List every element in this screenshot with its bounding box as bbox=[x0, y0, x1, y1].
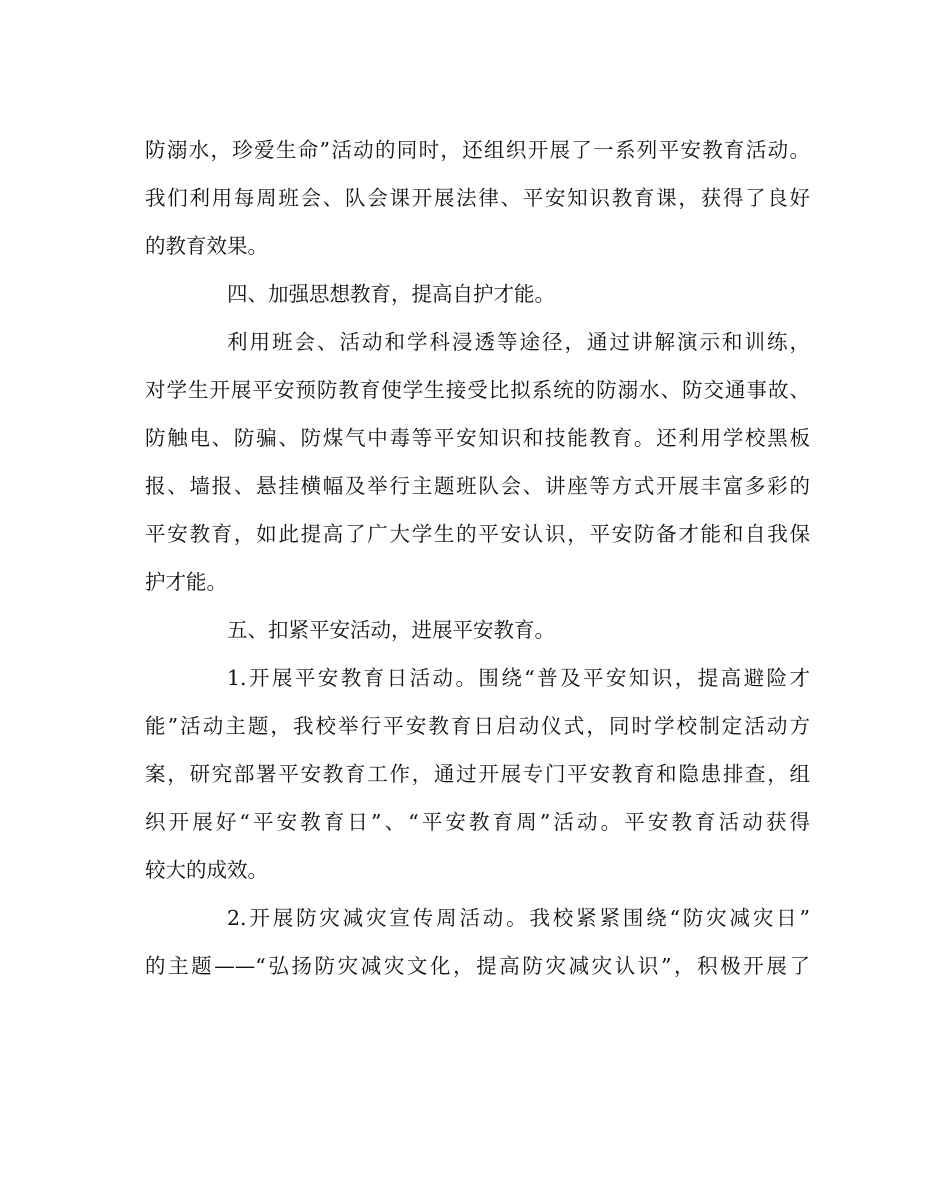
text-line: 织开展好“平安教育日”、“平安教育周”活动。平安教育活动获得 bbox=[145, 810, 810, 834]
text-line: 案，研究部署平安教育工作，通过开展专门平安教育和隐患排查，组 bbox=[145, 762, 810, 786]
text-line: 我们利用每周班会、队会课开展法律、平安知识教育课，获得了良好 bbox=[145, 186, 810, 210]
section-heading: 五、扣紧平安活动，进展平安教育。 bbox=[227, 618, 555, 642]
section-heading: 四、加强思想教育，提高自护才能。 bbox=[227, 282, 555, 306]
text-line: 防触电、防骗、防煤气中毒等平安知识和技能教育。还利用学校黑板 bbox=[145, 426, 810, 450]
text-line: 的主题——“弘扬防灾减灾文化，提高防灾减灾认识”，积极开展了 bbox=[145, 954, 810, 978]
text-line: 平安教育，如此提高了广大学生的平安认识，平安防备才能和自我保 bbox=[145, 522, 810, 546]
text-line: 对学生开展平安预防教育使学生接受比拟系统的防溺水、防交通事故、 bbox=[145, 378, 810, 402]
text-line: 能”活动主题，我校举行平安教育日启动仪式，同时学校制定活动方 bbox=[145, 714, 810, 738]
text-line: 较大的成效。 bbox=[145, 858, 268, 882]
text-line: 护才能。 bbox=[145, 570, 227, 594]
document-body bbox=[145, 126, 810, 990]
text-line: 报、墙报、悬挂横幅及举行主题班队会、讲座等方式开展丰富多彩的 bbox=[145, 474, 810, 498]
text-line: 防溺水，珍爱生命”活动的同时，还组织开展了一系列平安教育活动。 bbox=[145, 138, 810, 162]
text-line: 的教育效果。 bbox=[145, 234, 268, 258]
text-line: 2.开展防灾减灾宣传周活动。我校紧紧围绕“防灾减灾日” bbox=[227, 906, 810, 930]
text-line: 1.开展平安教育日活动。围绕“普及平安知识，提高避险才 bbox=[227, 666, 810, 690]
text-line: 利用班会、活动和学科浸透等途径，通过讲解演示和训练， bbox=[227, 330, 810, 354]
